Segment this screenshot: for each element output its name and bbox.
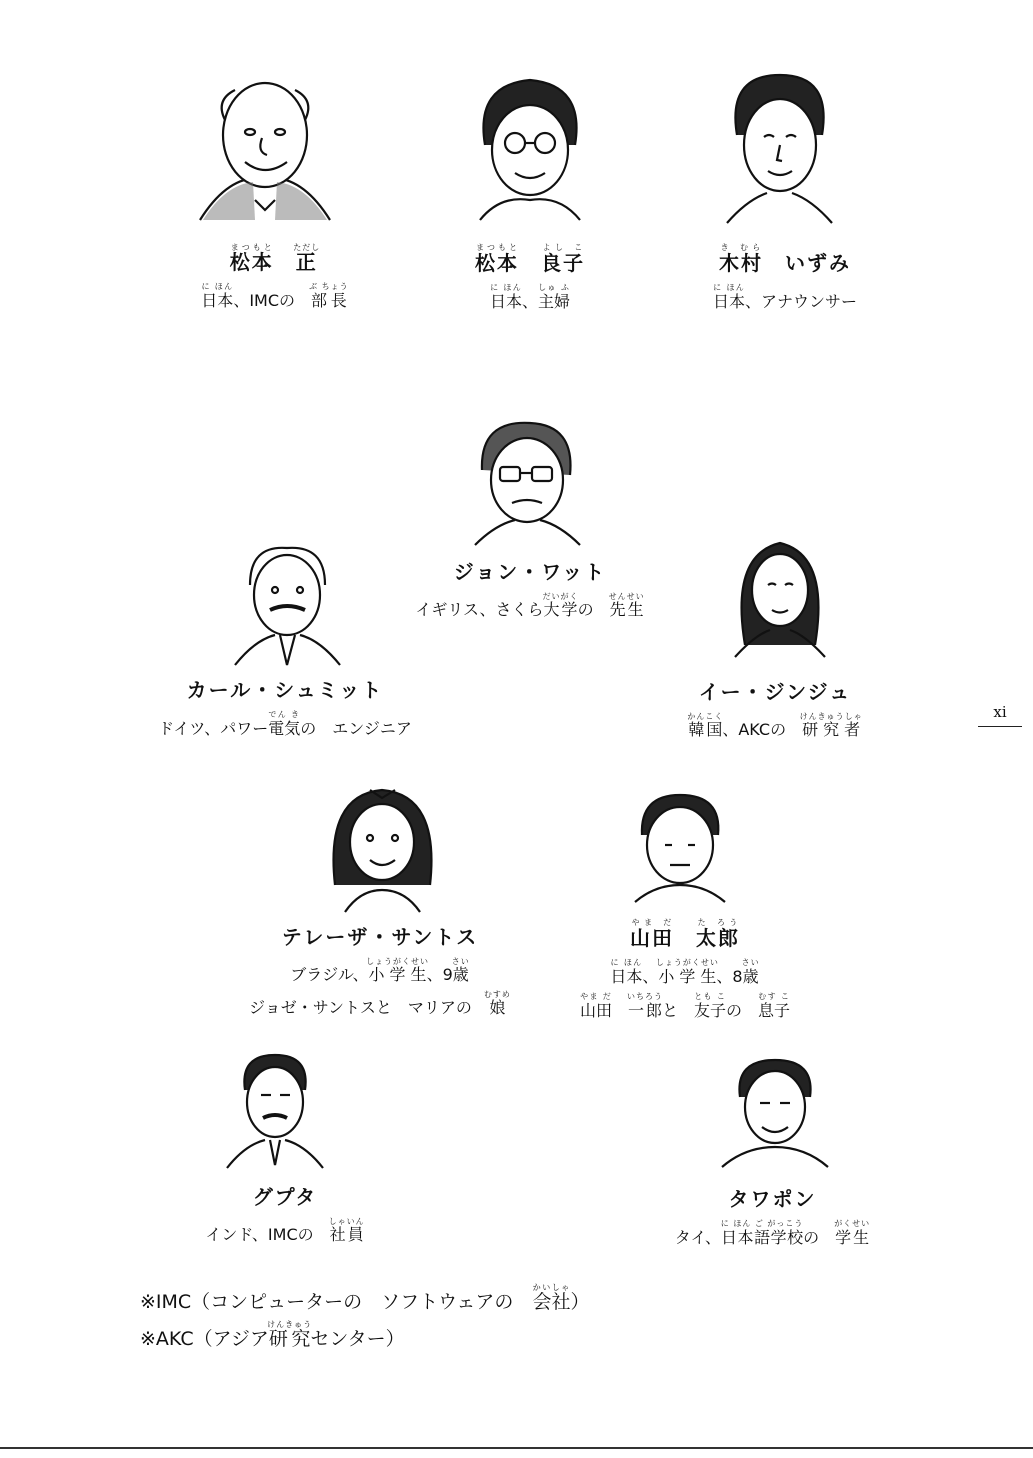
- character-description: ブラジル、小学生しょうがくせい、9歳さい: [290, 957, 470, 984]
- page-bottom-rule: [0, 1447, 1033, 1449]
- character-description-family: 山田やま だ 一郎いちろうと 友子とも この 息子むす こ: [579, 992, 791, 1021]
- character-description: タイ、日本語学校に ほん ご がっこうの 学生がくせい: [674, 1219, 871, 1247]
- character-description: ドイツ、パワー電気でん きの エンジニア: [158, 710, 412, 738]
- card-tawapon: [655, 1187, 890, 1249]
- character-description-family: ジョゼ・サントスと マリアの 娘むすめ: [249, 990, 511, 1018]
- portrait-matsumoto-tadashi: [195, 60, 335, 230]
- character-description: イギリス、さくら大学だいがくの 先生せんせい: [415, 592, 645, 619]
- portrait-yamada-taro: [630, 790, 730, 905]
- card-kimura-izumi: [690, 243, 880, 313]
- portrait-karl-schmidt: [230, 540, 345, 670]
- card-gupta: [180, 1185, 390, 1246]
- footnote-imc: ※IMC（コンピューターの ソフトウェアの 会社かいしゃ）: [140, 1283, 590, 1313]
- card-karl-schmidt: [135, 678, 435, 740]
- character-description: 日本に ほん、主婦しゅ ふ: [489, 283, 571, 311]
- card-matsumoto-yoshiko: [440, 243, 620, 313]
- footnote-akc: ※AKC（アジア研究けんきゅうセンター）: [140, 1320, 405, 1350]
- character-name: 松本まつもと 良子よし こ: [475, 243, 585, 275]
- portrait-yi-jinju: [730, 535, 830, 660]
- portrait-kimura-izumi: [722, 65, 837, 225]
- card-john-watt: [395, 560, 665, 621]
- character-description: インド、IMCの 社員しゃいん: [205, 1217, 365, 1244]
- character-name: テレーザ・サントス: [281, 925, 479, 949]
- character-name: ジョン・ワット: [453, 560, 607, 584]
- character-name: 山田やま だ 太郎た ろう: [630, 918, 740, 950]
- card-yamada-taro: [545, 918, 825, 1023]
- character-name: カール・シュミット: [186, 678, 384, 702]
- portrait-teresa-santos: [325, 780, 440, 915]
- character-name: イー・ジンジュ: [698, 680, 852, 704]
- character-description: 日本に ほん、アナウンサー: [712, 283, 858, 311]
- character-description: 日本に ほん、IMCの 部長ぶ ちょう: [201, 282, 349, 310]
- character-description: 日本に ほん、小学生しょうがくせい、8歳さい: [610, 958, 760, 986]
- card-teresa-santos: [225, 925, 535, 1020]
- portrait-john-watt: [470, 415, 585, 550]
- character-name: グプタ: [252, 1185, 318, 1209]
- portrait-gupta: [225, 1050, 325, 1170]
- card-matsumoto-tadashi: [180, 243, 370, 312]
- page-number: xi: [993, 703, 1007, 721]
- character-name: 松本まつもと 正ただし: [229, 243, 321, 274]
- portrait-tawapon: [720, 1055, 830, 1170]
- card-yi-jinju: [665, 680, 885, 741]
- page-number-rule: [978, 726, 1022, 727]
- character-name: タワポン: [728, 1187, 817, 1211]
- character-description: 韓国かんこく、AKCの 研究者けんきゅうしゃ: [687, 712, 863, 739]
- portrait-matsumoto-yoshiko: [470, 65, 590, 225]
- character-name: 木村き むら いずみ: [719, 243, 851, 275]
